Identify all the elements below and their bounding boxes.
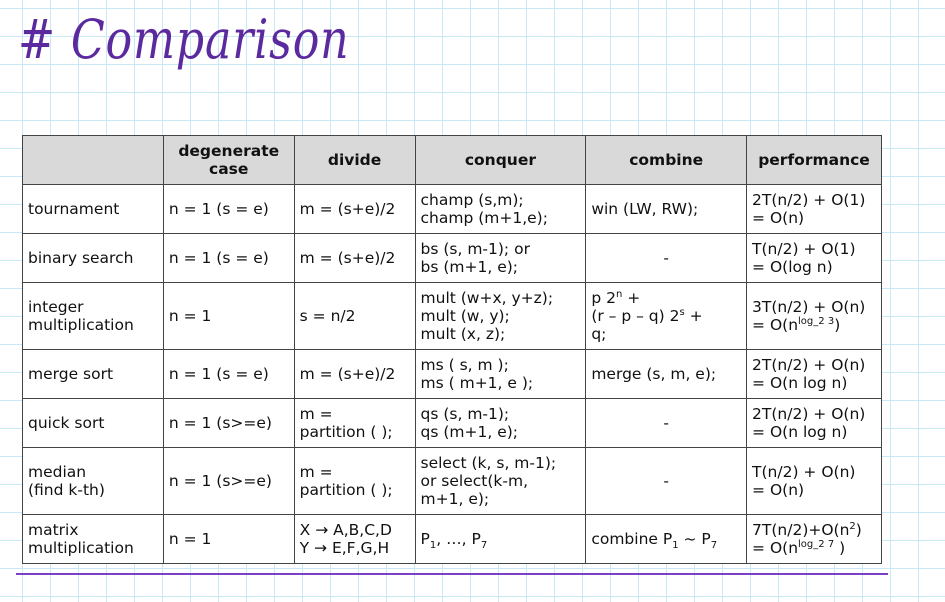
- subscript: 1: [672, 540, 679, 552]
- combine-cell: [586, 283, 747, 350]
- degenerate-case-cell: n = 1 (s = e): [163, 185, 294, 234]
- header-degenerate-case: degenerate case: [163, 136, 294, 185]
- degenerate-case-cell: n = 1 (s = e): [163, 234, 294, 283]
- algorithm-name-line: multiplication: [28, 316, 134, 334]
- divide-cell: [294, 515, 415, 564]
- performance-line: = O(n): [752, 209, 805, 227]
- performance-text: = O(n: [752, 316, 799, 334]
- algorithm-name: [23, 283, 164, 350]
- combine-text: (r – p – q) 2: [591, 307, 680, 325]
- conquer-line: m+1, e);: [420, 490, 490, 508]
- algorithm-name: tournament: [23, 185, 164, 234]
- algorithm-name: quick sort: [23, 399, 164, 448]
- combine-text: +: [622, 289, 641, 307]
- performance-cell: [747, 350, 882, 399]
- performance-line: [752, 316, 876, 334]
- performance-line: T(n/2) + O(n): [752, 463, 856, 481]
- section-divider: [16, 573, 888, 575]
- combine-text: p 2: [591, 289, 616, 307]
- conquer-cell: [415, 515, 586, 564]
- conquer-line: qs (m+1, e);: [420, 423, 519, 441]
- divide-line: partition ( );: [299, 423, 393, 441]
- combine-line: [591, 289, 741, 307]
- exponent: s: [679, 306, 685, 318]
- header-combine: combine: [586, 136, 747, 185]
- subscript: 7: [710, 540, 718, 552]
- conquer-line: mult (x, z);: [420, 325, 506, 343]
- performance-cell: [747, 515, 882, 564]
- degenerate-case-cell: n = 1 (s = e): [163, 350, 294, 399]
- conquer-cell: [415, 350, 586, 399]
- divide-cell: m = (s+e)/2: [294, 185, 415, 234]
- conquer-cell: [415, 185, 586, 234]
- conquer-cell: [415, 283, 586, 350]
- degenerate-case-cell: n = 1: [163, 515, 294, 564]
- performance-cell: [747, 283, 882, 350]
- combine-cell: [586, 515, 747, 564]
- exponent: log_2 7: [798, 538, 835, 550]
- divide-line: X → A,B,C,D: [299, 521, 392, 539]
- algorithm-name: merge sort: [23, 350, 164, 399]
- table-row: [23, 448, 882, 515]
- combine-text: combine P: [591, 530, 673, 548]
- combine-line: [591, 307, 741, 325]
- algorithm-name-line: median: [28, 463, 87, 481]
- performance-line: [752, 521, 876, 539]
- combine-cell: merge (s, m, e);: [586, 350, 747, 399]
- divide-line: partition ( );: [299, 481, 393, 499]
- divide-cell: m = (s+e)/2: [294, 234, 415, 283]
- algorithm-name-line: matrix: [28, 521, 79, 539]
- performance-line: 2T(n/2) + O(1): [752, 191, 866, 209]
- table-row: [23, 283, 882, 350]
- algorithm-name: [23, 448, 164, 515]
- header-performance: performance: [747, 136, 882, 185]
- table-row: [23, 399, 882, 448]
- subscript: 7: [480, 540, 488, 552]
- conquer-line: mult (w, y);: [420, 307, 510, 325]
- exponent: n: [615, 288, 623, 300]
- divide-line: Y → E,F,G,H: [299, 539, 390, 557]
- conquer-line: bs (s, m-1); or: [420, 240, 530, 258]
- algorithm-name-line: (find k-th): [28, 481, 105, 499]
- performance-text: ): [834, 539, 846, 557]
- performance-cell: [747, 448, 882, 515]
- conquer-line: champ (s,m);: [420, 191, 524, 209]
- performance-cell: [747, 399, 882, 448]
- page-heading: # Comparison: [18, 8, 350, 71]
- combine-cell: -: [586, 399, 747, 448]
- combine-text: +: [684, 307, 703, 325]
- table-header-row: [23, 136, 882, 185]
- performance-cell: [747, 185, 882, 234]
- performance-text: 7T(n/2)+O(n: [752, 521, 850, 539]
- performance-cell: [747, 234, 882, 283]
- combine-cell: -: [586, 448, 747, 515]
- conquer-cell: [415, 448, 586, 515]
- exponent: 2: [849, 520, 856, 532]
- conquer-text: P: [420, 530, 430, 548]
- combine-text: ~ P: [678, 530, 711, 548]
- combine-cell: -: [586, 234, 747, 283]
- performance-line: = O(n): [752, 481, 805, 499]
- performance-line: = O(log n): [752, 258, 833, 276]
- divide-line: m =: [299, 463, 333, 481]
- performance-text: ): [855, 521, 862, 539]
- conquer-line: ms ( m+1, e );: [420, 374, 534, 392]
- conquer-line: ms ( s, m );: [420, 356, 509, 374]
- table-row: [23, 350, 882, 399]
- conquer-line: champ (m+1,e);: [420, 209, 548, 227]
- performance-line: 2T(n/2) + O(n): [752, 356, 866, 374]
- comparison-table: [22, 135, 882, 564]
- table-row: [23, 234, 882, 283]
- conquer-line: mult (w+x, y+z);: [420, 289, 554, 307]
- header-empty: [23, 136, 164, 185]
- performance-line: T(n/2) + O(1): [752, 240, 856, 258]
- combine-cell: win (LW, RW);: [586, 185, 747, 234]
- algorithm-name-line: multiplication: [28, 539, 134, 557]
- algorithm-name: [23, 515, 164, 564]
- conquer-line: bs (m+1, e);: [420, 258, 519, 276]
- header-conquer: conquer: [415, 136, 586, 185]
- conquer-cell: [415, 234, 586, 283]
- divide-cell: s = n/2: [294, 283, 415, 350]
- table-row: [23, 515, 882, 564]
- exponent: log_2 3: [798, 315, 835, 327]
- combine-line: q;: [591, 325, 607, 343]
- conquer-text: , …, P: [436, 530, 481, 548]
- performance-line: = O(n log n): [752, 423, 848, 441]
- header-divide: divide: [294, 136, 415, 185]
- performance-line: [752, 539, 876, 557]
- performance-line: 2T(n/2) + O(n): [752, 405, 866, 423]
- algorithm-name: binary search: [23, 234, 164, 283]
- divide-line: m =: [299, 405, 333, 423]
- table-row: [23, 185, 882, 234]
- performance-line: 3T(n/2) + O(n): [752, 298, 866, 316]
- algorithm-name-line: integer: [28, 298, 84, 316]
- conquer-cell: [415, 399, 586, 448]
- conquer-line: select (k, s, m-1);: [420, 454, 557, 472]
- performance-text: ): [834, 316, 841, 334]
- degenerate-case-cell: n = 1 (s>=e): [163, 399, 294, 448]
- divide-cell: [294, 448, 415, 515]
- divide-cell: m = (s+e)/2: [294, 350, 415, 399]
- degenerate-case-cell: n = 1 (s>=e): [163, 448, 294, 515]
- subscript: 1: [429, 540, 437, 552]
- degenerate-case-cell: n = 1: [163, 283, 294, 350]
- conquer-line: or select(k-m,: [420, 472, 528, 490]
- performance-line: = O(n log n): [752, 374, 848, 392]
- performance-text: = O(n: [752, 539, 799, 557]
- conquer-line: qs (s, m-1);: [420, 405, 510, 423]
- divide-cell: [294, 399, 415, 448]
